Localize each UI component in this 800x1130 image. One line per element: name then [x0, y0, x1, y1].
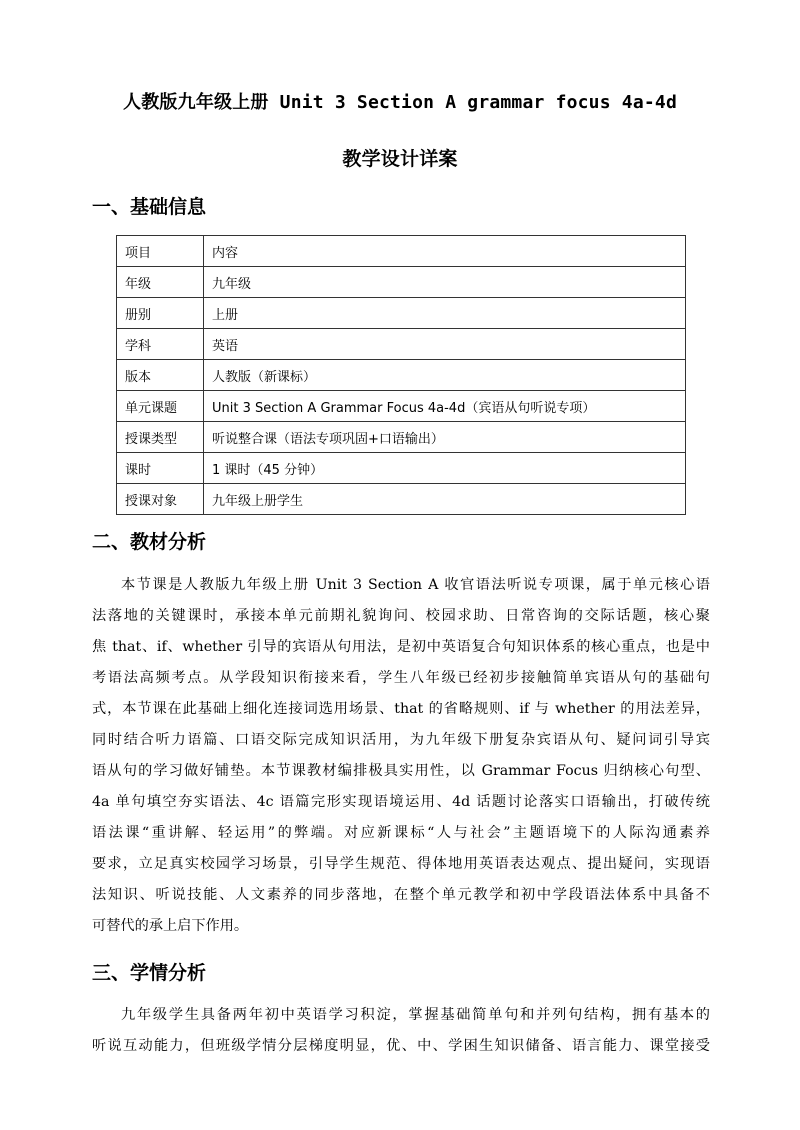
textbook-analysis-paragraph	[92, 570, 710, 942]
table-row	[117, 422, 686, 453]
paragraph-line: 要求，立足真实校园学习场景，引导学生规范、得体地用英语表达观点、提出疑问，实现语	[92, 856, 710, 872]
table-cell-value: Unit 3 Section A Grammar Focus 4a-4d（宾语从句听说专项）	[204, 391, 686, 422]
paragraph-line: 听说互动能力，但班级学情分层梯度明显，优、中、学困生知识储备、语言能力、课堂接受	[92, 1038, 710, 1054]
table-cell-value: 九年级	[204, 267, 686, 298]
table-cell-value: 九年级上册学生	[204, 484, 686, 515]
table-row	[117, 298, 686, 329]
paragraph-line: 法落地的关键课时，承接本单元前期礼貌询问、校园求助、日常咨询的交际话题，核心聚	[92, 608, 710, 624]
table-cell-key: 授课类型	[117, 422, 204, 453]
table-row	[117, 329, 686, 360]
section-heading-basic-info: 一、基础信息	[92, 196, 207, 218]
paragraph-line: 本节课是人教版九年级上册 Unit 3 Section A 收官语法听说专项课，属于单元核心语	[121, 577, 710, 593]
paragraph-line: 九年级学生具备两年初中英语学习积淀，掌握基础简单句和并列句结构，拥有基本的	[121, 1007, 710, 1023]
document-title: 人教版九年级上册 Unit 3 Section A grammar focus 4a-4d	[123, 92, 677, 113]
paragraph-line: 可替代的承上启下作用。	[92, 918, 249, 934]
basic-info-table	[116, 235, 686, 515]
table-cell-key: 版本	[117, 360, 204, 391]
table-cell-key: 授课对象	[117, 484, 204, 515]
table-cell-value: 1 课时（45 分钟）	[204, 453, 686, 484]
table-row	[117, 391, 686, 422]
paragraph-line: 焦 that、if、whether 引导的宾语从句用法，是初中英语复合句知识体系的核心重点，也是中	[92, 639, 710, 655]
paragraph-line: 法知识、听说技能、人文素养的同步落地，在整个单元教学和初中学段语法体系中具备不	[92, 887, 710, 903]
table-row	[117, 360, 686, 391]
table-row	[117, 484, 686, 515]
table-row	[117, 267, 686, 298]
table-cell-key: 册别	[117, 298, 204, 329]
paragraph-line: 4a 单句填空夯实语法、4c 语篇完形实现语境运用、4d 话题讨论落实口语输出，打破传统	[92, 794, 710, 810]
paragraph-line: 语法课“重讲解、轻运用”的弊端。对应新课标“人与社会”主题语境下的人际沟通素养	[92, 825, 710, 841]
paragraph-line: 式，本节课在此基础上细化连接词选用场景、that 的省略规则、if 与 whether 的用法差异，	[92, 701, 710, 717]
section-heading-learner-analysis: 三、学情分析	[92, 962, 207, 984]
paragraph-line: 语从句的学习做好铺垫。本节课教材编排极具实用性，以 Grammar Focus 归纳核心句型、	[92, 763, 710, 779]
document-subtitle: 教学设计详案	[342, 148, 458, 170]
learner-analysis-paragraph	[92, 1000, 710, 1062]
paragraph-line: 考语法高频考点。从学段知识衔接来看，学生八年级已经初步接触简单宾语从句的基础句	[92, 670, 710, 686]
paragraph-line: 同时结合听力语篇、口语交际完成知识活用，为九年级下册复杂宾语从句、疑问词引导宾	[92, 732, 710, 748]
table-cell-value: 人教版（新课标）	[204, 360, 686, 391]
table-cell-key: 年级	[117, 267, 204, 298]
table-cell-value: 内容	[204, 236, 686, 267]
table-cell-value: 英语	[204, 329, 686, 360]
table-cell-key: 单元课题	[117, 391, 204, 422]
table-row	[117, 236, 686, 267]
table-cell-key: 学科	[117, 329, 204, 360]
section-heading-textbook-analysis: 二、教材分析	[92, 531, 207, 553]
table-cell-key: 课时	[117, 453, 204, 484]
table-row	[117, 453, 686, 484]
table-cell-value: 上册	[204, 298, 686, 329]
table-cell-value: 听说整合课（语法专项巩固+口语输出）	[204, 422, 686, 453]
table-cell-key: 项目	[117, 236, 204, 267]
